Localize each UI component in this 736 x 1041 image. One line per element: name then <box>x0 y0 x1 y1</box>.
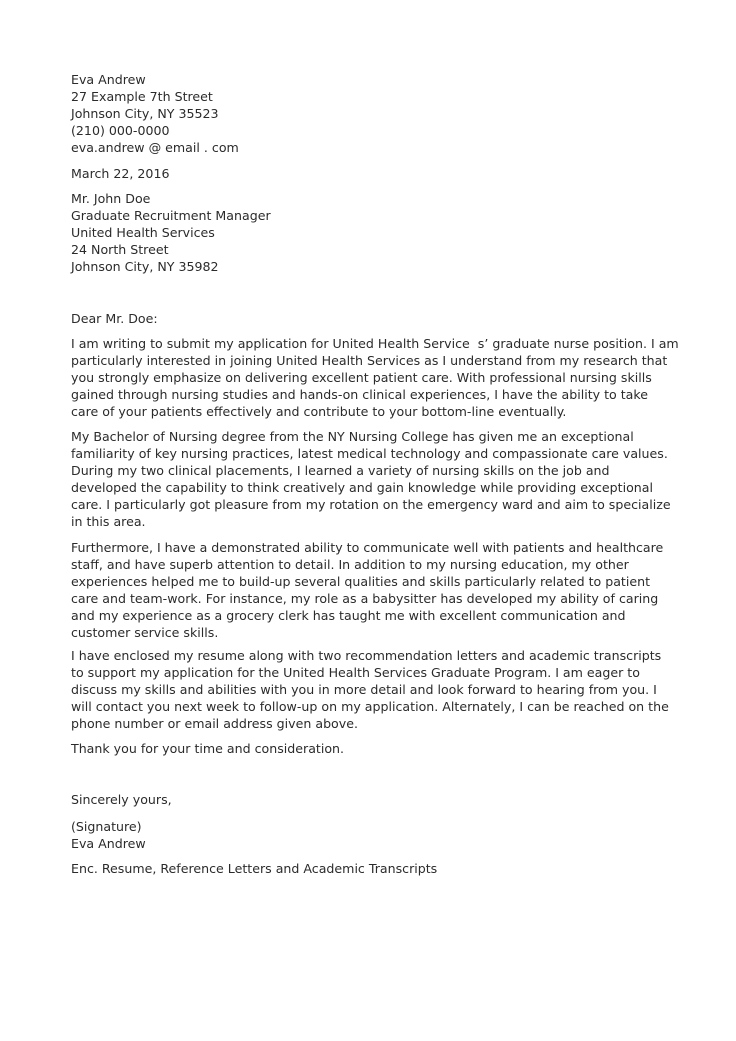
closing <box>71 791 172 808</box>
paragraph-line: you strongly emphasize on delivering excellent patient care. With professional nursing skills <box>71 370 652 385</box>
paragraph-line: staff, and have superb attention to detail. In addition to my nursing education, my other <box>71 557 629 572</box>
paragraph-line: I am writing to submit my application for United Health Service s’ graduate nurse position. I am <box>71 336 679 351</box>
date-text: March 22, 2016 <box>71 166 170 181</box>
paragraph-line: discuss my skills and abilities with you in more detail and look forward to hearing from you. I <box>71 682 657 697</box>
paragraph-line: care and team-work. For instance, my role as a babysitter has developed my ability of caring <box>71 591 659 606</box>
recipient-street: 24 North Street <box>71 242 169 257</box>
recipient-address <box>71 190 271 275</box>
paragraph-line: familiarity of key nursing practices, latest medical technology and compassionate care values. <box>71 446 668 461</box>
paragraph-line: phone number or email address given above. <box>71 716 358 731</box>
recipient-name: Mr. John Doe <box>71 191 151 206</box>
signature-name: Eva Andrew <box>71 836 146 851</box>
recipient-title: Graduate Recruitment Manager <box>71 208 271 223</box>
paragraph-line: experiences helped me to build-up several qualities and skills particularly related to patient <box>71 574 651 589</box>
sender-city: Johnson City, NY 35523 <box>71 106 219 121</box>
sender-email: eva.andrew @ email . com <box>71 140 239 155</box>
sender-name: Eva Andrew <box>71 72 146 87</box>
recipient-city: Johnson City, NY 35982 <box>71 259 219 274</box>
paragraph-line: and my experience as a grocery clerk has taught me with excellent communication and <box>71 608 626 623</box>
paragraph-line: in this area. <box>71 514 146 529</box>
paragraph-line: developed the capability to think creatively and gain knowledge while providing exceptional <box>71 480 653 495</box>
recipient-company: United Health Services <box>71 225 215 240</box>
paragraph-line: particularly interested in joining United Health Services as I understand from my research that <box>71 353 668 368</box>
signature-placeholder: (Signature) <box>71 819 142 834</box>
paragraph-enclosures <box>71 647 669 732</box>
paragraph-line: My Bachelor of Nursing degree from the NY Nursing College has given me an exceptional <box>71 429 634 444</box>
paragraph-line: During my two clinical placements, I learned a variety of nursing skills on the job and <box>71 463 610 478</box>
sender-phone: (210) 000-0000 <box>71 123 170 138</box>
salutation <box>71 310 158 327</box>
paragraph-line: care. I particularly got pleasure from my rotation on the emergency ward and aim to specialize <box>71 497 671 512</box>
salutation-text: Dear Mr. Doe: <box>71 311 158 326</box>
paragraph-skills <box>71 539 663 641</box>
signature-block <box>71 818 146 852</box>
sender-address <box>71 71 239 156</box>
sender-street: 27 Example 7th Street <box>71 89 213 104</box>
paragraph-line: Furthermore, I have a demonstrated ability to communicate well with patients and healthcare <box>71 540 664 555</box>
paragraph-line: customer service skills. <box>71 625 219 640</box>
paragraph-line: I have enclosed my resume along with two recommendation letters and academic transcripts <box>71 648 662 663</box>
closing-text: Sincerely yours, <box>71 792 172 807</box>
enclosure-note <box>71 860 437 877</box>
paragraph-education <box>71 428 671 530</box>
paragraph-line: care of your patients effectively and contribute to your bottom-line eventually. <box>71 404 567 419</box>
paragraph-line: gained through nursing studies and hands-on clinical experiences, I have the ability to take <box>71 387 648 402</box>
paragraph-thanks <box>71 740 344 757</box>
enclosure-text: Enc. Resume, Reference Letters and Academic Transcripts <box>71 861 438 876</box>
paragraph-line: will contact you next week to follow-up on my application. Alternately, I can be reached on the <box>71 699 669 714</box>
thanks-text: Thank you for your time and consideration. <box>71 741 345 756</box>
paragraph-line: to support my application for the United Health Services Graduate Program. I am eager to <box>71 665 640 680</box>
letter-date <box>71 165 169 182</box>
paragraph-introduction <box>71 335 679 420</box>
